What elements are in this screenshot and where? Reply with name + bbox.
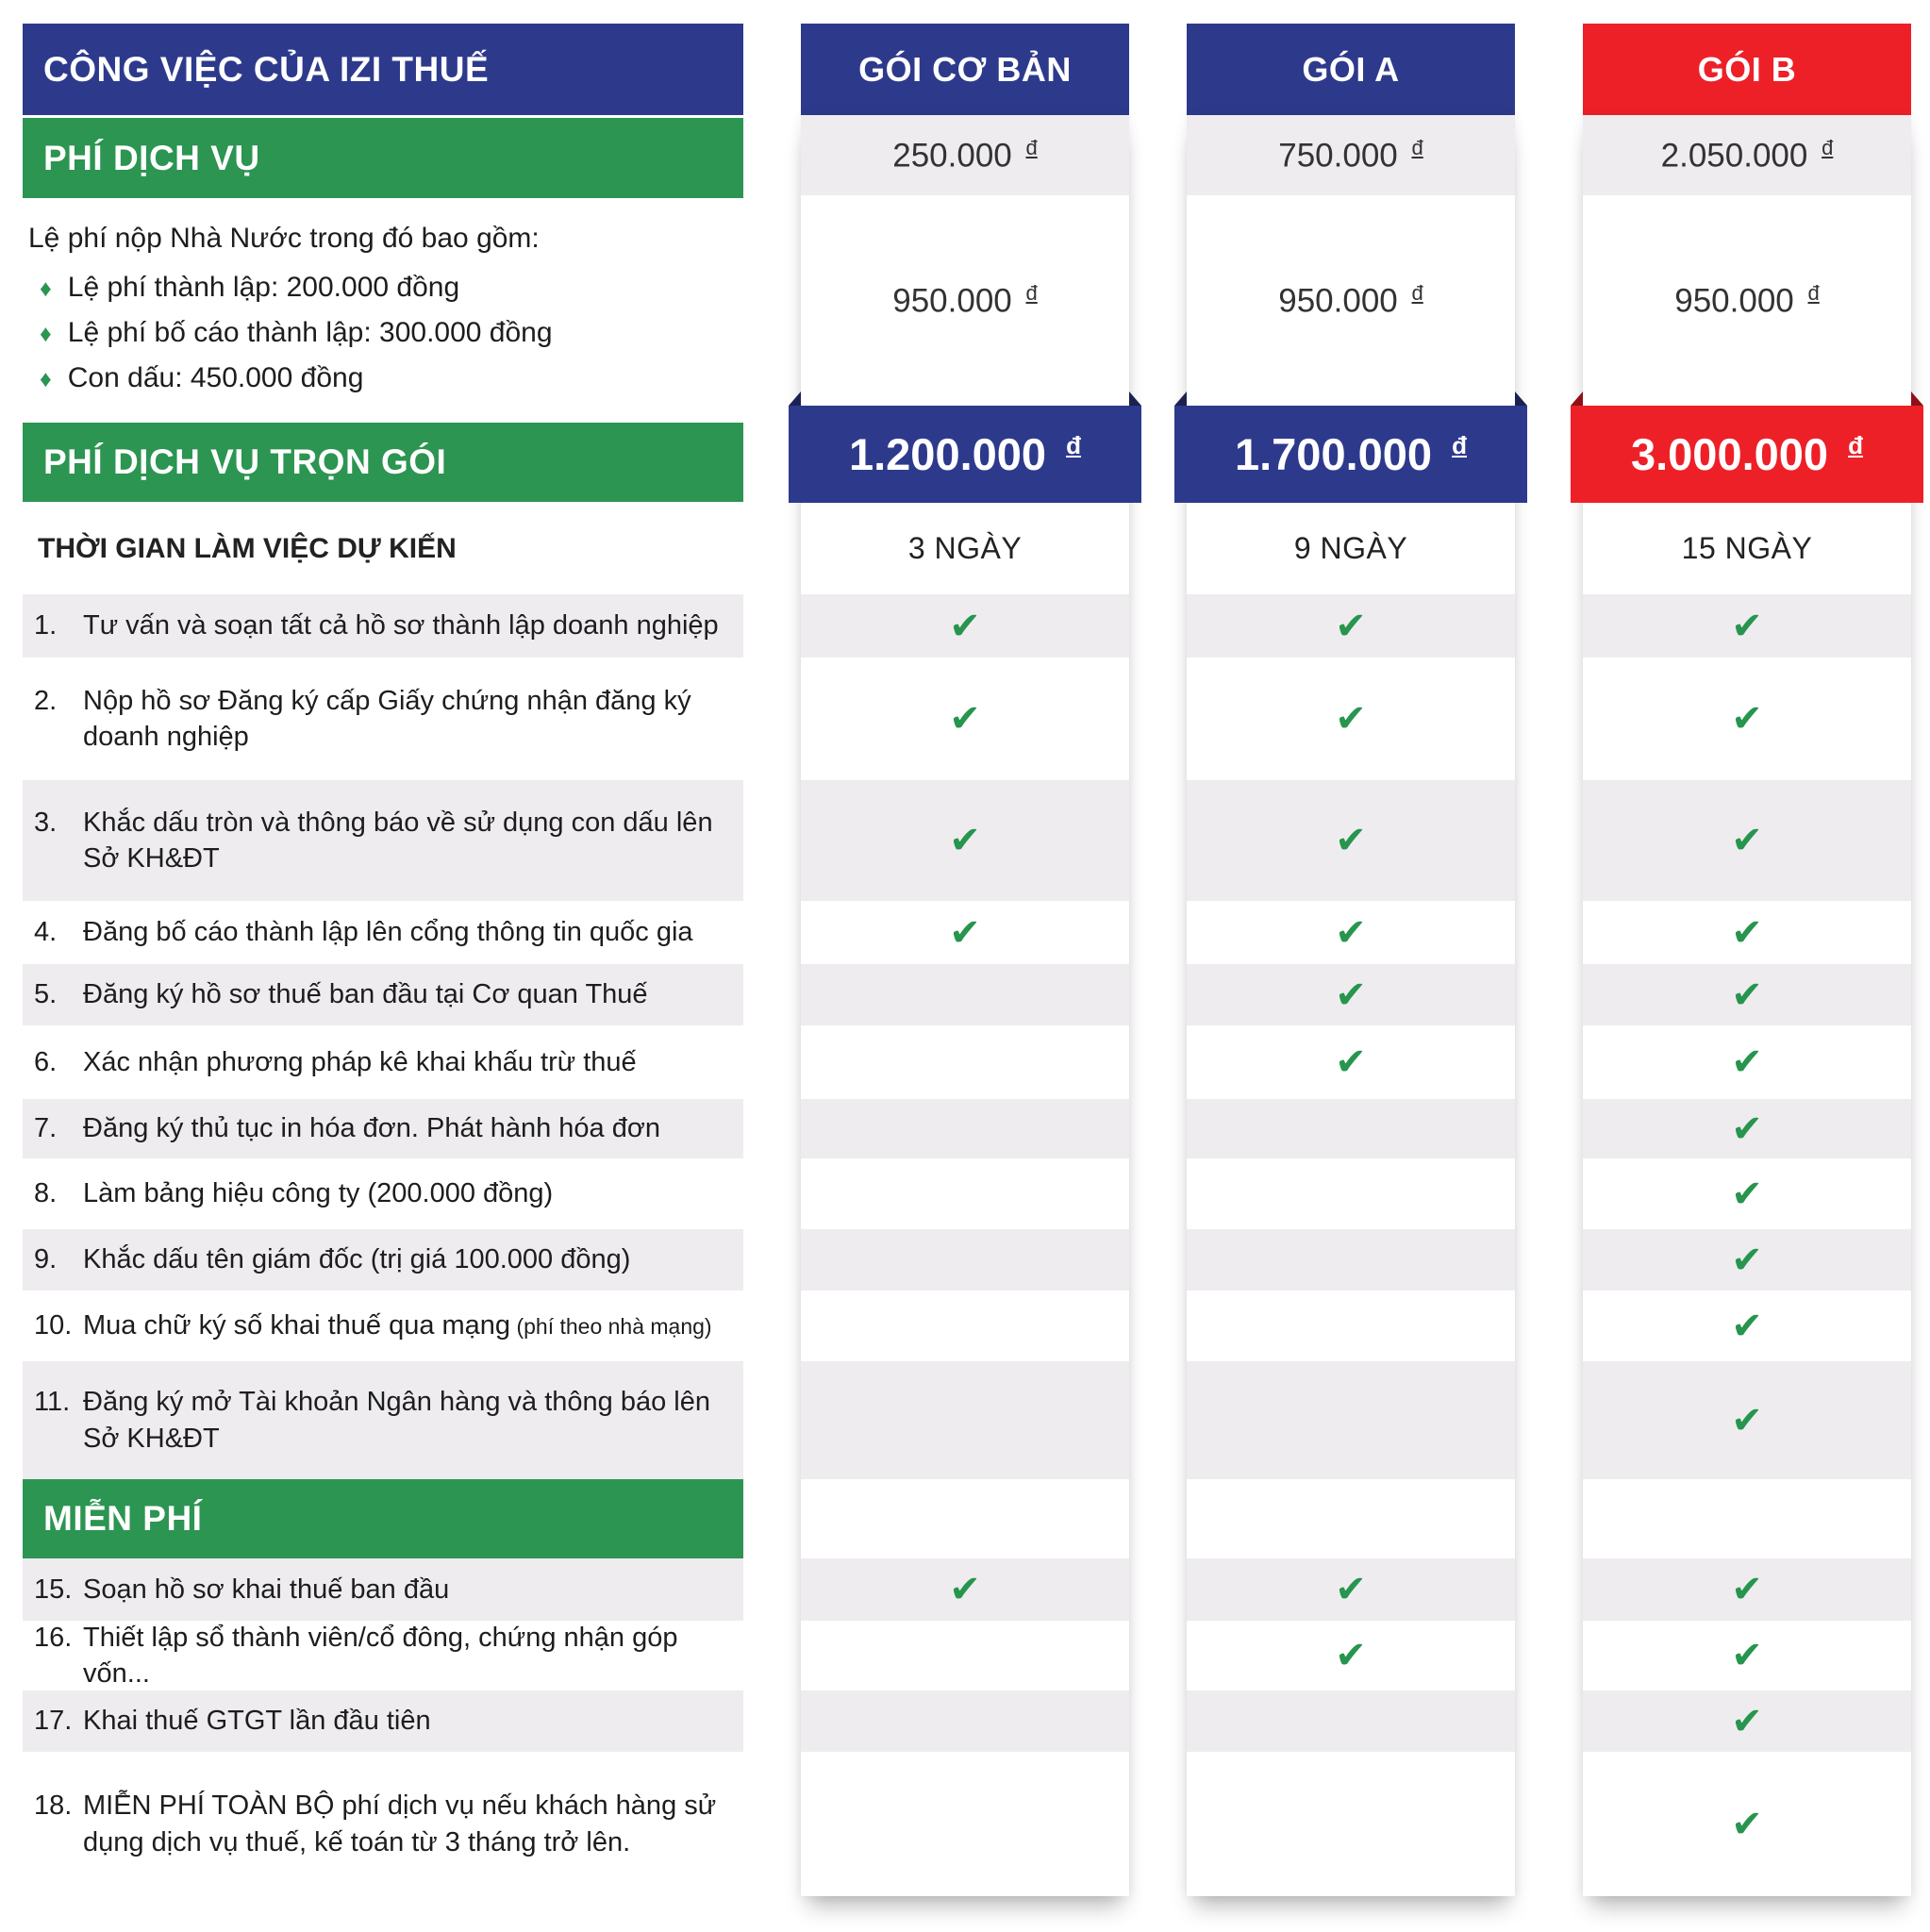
task-label: Làm bảng hiệu công ty (200.000 đồng) — [83, 1178, 554, 1209]
left-panel — [23, 0, 743, 1896]
check-mark-icon: ✔ — [1731, 1700, 1763, 1742]
duration-cell — [1187, 503, 1515, 594]
check-mark-icon: ✔ — [949, 820, 981, 861]
task-number: 5. — [34, 979, 58, 1010]
task-number: 11. — [34, 1387, 71, 1418]
task-number: 4. — [34, 917, 58, 948]
gov-fee-intro: Lệ phí nộp Nhà Nước trong đó bao gồm: — [28, 223, 540, 254]
task-row — [23, 594, 743, 658]
duration-value: 3 NGÀY — [907, 531, 1023, 565]
gov-fee-cell — [801, 195, 1129, 406]
service-fee-cell — [1187, 115, 1515, 195]
total-fee-ribbon-slot — [1583, 406, 1911, 503]
gov-fee-cell — [1583, 195, 1911, 406]
diamond-bullet-icon: ♦ — [40, 275, 52, 302]
free-section-header-label: MIỄN PHÍ — [43, 1498, 203, 1538]
currency-symbol: đ — [1411, 135, 1423, 159]
empty-cell — [1187, 1099, 1515, 1158]
check-cell — [1583, 780, 1911, 901]
package-card — [1583, 115, 1911, 1896]
check-mark-icon: ✔ — [1731, 1173, 1763, 1215]
task-number: 17. — [34, 1706, 73, 1737]
check-mark-icon: ✔ — [1335, 698, 1367, 740]
gov-fee-item-label: Lệ phí thành lập: 200.000 đồng — [67, 272, 460, 303]
check-mark-icon: ✔ — [1731, 1803, 1763, 1845]
task-label: Soạn hồ sơ khai thuế ban đầu — [83, 1574, 450, 1605]
package-column — [801, 0, 1129, 1896]
currency-symbol: đ — [1066, 431, 1082, 460]
check-cell — [801, 594, 1129, 658]
service-fee-value: 2.050.000 $^đ$ — [1660, 135, 1834, 175]
currency-symbol: đ — [1848, 431, 1864, 460]
empty-cell — [1187, 1291, 1515, 1361]
check-cell — [1187, 594, 1515, 658]
package-name: GÓI A — [1302, 49, 1400, 89]
task-row — [23, 964, 743, 1025]
package-card — [801, 115, 1129, 1896]
empty-cell — [1187, 1158, 1515, 1229]
empty-cell — [801, 1621, 1129, 1690]
task-row — [23, 1690, 743, 1752]
check-mark-icon: ✔ — [1335, 1041, 1367, 1083]
task-label: Khắc dấu tròn và thông báo về sử dụng con dấu lên Sở KH&ĐT — [83, 807, 713, 874]
duration-value: 9 NGÀY — [1293, 531, 1408, 565]
task-row — [23, 1361, 743, 1479]
empty-cell — [801, 1479, 1129, 1558]
duration-cell — [801, 503, 1129, 594]
check-mark-icon: ✔ — [1731, 1239, 1763, 1281]
check-mark-icon: ✔ — [949, 605, 981, 647]
gov-fee-item — [40, 272, 743, 304]
check-cell — [1583, 1558, 1911, 1621]
currency-symbol: đ — [1452, 431, 1468, 460]
check-cell — [1583, 1099, 1911, 1158]
service-fee-cell — [1583, 115, 1911, 195]
task-label: Nộp hồ sơ Đăng ký cấp Giấy chứng nhận đăng ký doanh nghiệp — [83, 685, 691, 752]
check-mark-icon: ✔ — [1731, 974, 1763, 1016]
total-fee-ribbon-slot — [1187, 406, 1515, 503]
check-mark-icon: ✔ — [1335, 820, 1367, 861]
task-number: 1. — [34, 610, 58, 641]
package-header — [1187, 24, 1515, 115]
total-fee-value: 1.200.000 $^đ$ — [848, 429, 1082, 479]
duration-header: THỜI GIAN LÀM VIỆC DỰ KIẾN — [38, 532, 457, 564]
task-label: Đăng bố cáo thành lập lên cổng thông tin quốc gia — [83, 917, 693, 948]
service-fee-header-bar — [23, 118, 743, 198]
package-card — [1187, 115, 1515, 1896]
check-mark-icon: ✔ — [1335, 911, 1367, 954]
check-mark-icon: ✔ — [1731, 820, 1763, 861]
check-cell — [1187, 780, 1515, 901]
task-row — [23, 901, 743, 964]
service-fee-value: 750.000 $^đ$ — [1278, 135, 1423, 175]
check-mark-icon: ✔ — [1335, 1635, 1367, 1676]
task-row — [23, 658, 743, 780]
check-cell — [1583, 1752, 1911, 1896]
package-header — [1583, 24, 1911, 115]
task-number: 6. — [34, 1046, 58, 1077]
total-fee-header-label: PHÍ DỊCH VỤ TRỌN GÓI — [43, 442, 447, 481]
task-number: 16. — [34, 1622, 73, 1653]
check-cell — [1583, 1690, 1911, 1752]
gov-fee-block — [23, 200, 743, 423]
empty-cell — [1187, 1479, 1515, 1558]
empty-cell — [801, 1291, 1129, 1361]
check-mark-icon: ✔ — [1731, 1569, 1763, 1610]
gov-fee-value: 950.000 $^đ$ — [1278, 280, 1423, 320]
empty-cell — [801, 1025, 1129, 1099]
check-cell — [801, 1558, 1129, 1621]
service-fee-header-label: PHÍ DỊCH VỤ — [43, 138, 260, 177]
check-cell — [1583, 1025, 1911, 1099]
total-fee-ribbon — [1571, 406, 1923, 503]
package-column — [1187, 0, 1515, 1896]
check-mark-icon: ✔ — [949, 911, 981, 954]
empty-cell — [801, 964, 1129, 1025]
check-mark-icon: ✔ — [949, 1569, 981, 1610]
check-mark-icon: ✔ — [1335, 1569, 1367, 1610]
check-mark-icon: ✔ — [1731, 1635, 1763, 1676]
task-row — [23, 1158, 743, 1229]
empty-cell — [1187, 1690, 1515, 1752]
gov-fee-item — [40, 362, 743, 394]
check-cells — [801, 594, 1129, 1896]
task-label: Đăng ký hồ sơ thuế ban đầu tại Cơ quan Thuế — [83, 979, 648, 1010]
task-number: 8. — [34, 1178, 58, 1209]
empty-cell — [801, 1690, 1129, 1752]
task-label: MIỄN PHÍ TOÀN BỘ phí dịch vụ nếu khách hàng sử dụng dịch vụ thuế, kế toán từ 3 tháng trở lên. — [83, 1790, 717, 1857]
currency-symbol: đ — [1411, 280, 1423, 305]
diamond-bullet-icon: ♦ — [40, 321, 52, 347]
check-cell — [1583, 1158, 1911, 1229]
free-section-row — [23, 1479, 743, 1558]
total-fee-value: 3.000.000 $^đ$ — [1630, 429, 1864, 479]
duration-cell — [1583, 503, 1911, 594]
task-label: Tư vấn và soạn tất cả hồ sơ thành lập doanh nghiệp — [83, 610, 719, 641]
duration-value: 15 NGÀY — [1681, 531, 1813, 565]
package-name: GÓI CƠ BẢN — [858, 49, 1072, 89]
service-fee-cell — [801, 115, 1129, 195]
package-header — [801, 24, 1129, 115]
task-row — [23, 1752, 743, 1896]
total-fee-ribbon — [1174, 406, 1527, 503]
check-mark-icon: ✔ — [1335, 974, 1367, 1016]
package-column — [1583, 0, 1911, 1896]
free-section-header-bar — [23, 1479, 743, 1558]
check-cell — [801, 901, 1129, 964]
empty-cell — [1187, 1361, 1515, 1479]
task-number: 3. — [34, 807, 58, 838]
check-cell — [801, 780, 1129, 901]
check-cell — [1583, 1361, 1911, 1479]
task-row — [23, 1025, 743, 1099]
task-number: 15. — [34, 1574, 73, 1605]
empty-cell — [801, 1229, 1129, 1291]
check-cell — [1187, 1025, 1515, 1099]
check-cell — [1583, 1229, 1911, 1291]
task-number: 9. — [34, 1244, 58, 1275]
service-fee-value: 250.000 $^đ$ — [892, 135, 1038, 175]
gov-fee-list — [23, 272, 743, 394]
task-number: 7. — [34, 1113, 58, 1144]
gov-fee-item-label: Lệ phí bố cáo thành lập: 300.000 đồng — [67, 317, 553, 348]
check-cell — [1583, 594, 1911, 658]
check-cells — [1187, 594, 1515, 1896]
task-label: Khắc dấu tên giám đốc (trị giá 100.000 đồng) — [83, 1244, 631, 1275]
gov-fee-value: 950.000 $^đ$ — [1674, 280, 1820, 320]
total-fee-ribbon — [789, 406, 1141, 503]
empty-cell — [801, 1752, 1129, 1896]
total-fee-header-bar — [23, 423, 743, 502]
total-fee-ribbon-slot — [801, 406, 1129, 503]
package-name: GÓI B — [1697, 49, 1797, 89]
check-cell — [1583, 901, 1911, 964]
task-number: 10. — [34, 1310, 73, 1341]
task-label: Đăng ký mở Tài khoản Ngân hàng và thông báo lên Sở KH&ĐT — [83, 1387, 710, 1454]
check-mark-icon: ✔ — [1731, 1041, 1763, 1083]
empty-cell — [1583, 1479, 1911, 1558]
check-cell — [801, 658, 1129, 780]
currency-symbol: đ — [1807, 280, 1820, 305]
task-row — [23, 1229, 743, 1291]
currency-symbol: đ — [1822, 135, 1834, 159]
check-mark-icon: ✔ — [1731, 1305, 1763, 1347]
check-mark-icon: ✔ — [1731, 605, 1763, 647]
check-cell — [1583, 964, 1911, 1025]
task-number: 2. — [34, 685, 58, 716]
task-label: Đăng ký thủ tục in hóa đơn. Phát hành hóa đơn — [83, 1113, 661, 1144]
work-header-bar — [23, 24, 743, 115]
currency-symbol: đ — [1025, 280, 1038, 305]
empty-cell — [1187, 1752, 1515, 1896]
check-cell — [1187, 1558, 1515, 1621]
task-row — [23, 1099, 743, 1158]
gov-fee-item-label: Con dấu: 450.000 đồng — [67, 362, 364, 393]
check-mark-icon: ✔ — [1335, 605, 1367, 647]
check-cell — [1583, 1291, 1911, 1361]
check-cell — [1187, 658, 1515, 780]
check-mark-icon: ✔ — [949, 698, 981, 740]
gov-fee-item — [40, 317, 743, 349]
task-number: 18. — [34, 1790, 73, 1822]
check-cell — [1187, 901, 1515, 964]
check-mark-icon: ✔ — [1731, 1108, 1763, 1150]
work-header-label: CÔNG VIỆC CỦA IZI THUẾ — [43, 49, 490, 89]
check-cells — [1583, 594, 1911, 1896]
check-mark-icon: ✔ — [1731, 698, 1763, 740]
task-label: Xác nhận phương pháp kê khai khấu trừ thuế — [83, 1046, 637, 1077]
check-cell — [1187, 1621, 1515, 1690]
diamond-bullet-icon: ♦ — [40, 366, 52, 392]
gov-fee-cell — [1187, 195, 1515, 406]
task-row — [23, 1621, 743, 1690]
check-mark-icon: ✔ — [1731, 911, 1763, 954]
currency-symbol: đ — [1025, 135, 1038, 159]
check-mark-icon: ✔ — [1731, 1399, 1763, 1441]
check-cell — [1583, 658, 1911, 780]
empty-cell — [801, 1099, 1129, 1158]
total-fee-value: 1.700.000 $^đ$ — [1234, 429, 1468, 479]
task-note: (phí theo nhà mạng) — [510, 1314, 712, 1340]
task-row — [23, 1291, 743, 1361]
check-cell — [1187, 964, 1515, 1025]
task-label: Khai thuế GTGT lần đầu tiên — [83, 1706, 431, 1737]
task-label: Thiết lập sổ thành viên/cổ đông, chứng nhận góp vốn... — [83, 1622, 678, 1689]
task-list — [23, 594, 743, 1896]
empty-cell — [801, 1158, 1129, 1229]
task-row — [23, 780, 743, 901]
task-label: Mua chữ ký số khai thuế qua mạng (phí theo nhà mạng) — [83, 1310, 712, 1341]
empty-cell — [801, 1361, 1129, 1479]
check-cell — [1583, 1621, 1911, 1690]
empty-cell — [1187, 1229, 1515, 1291]
gov-fee-value: 950.000 $^đ$ — [892, 280, 1038, 320]
task-row — [23, 1558, 743, 1621]
